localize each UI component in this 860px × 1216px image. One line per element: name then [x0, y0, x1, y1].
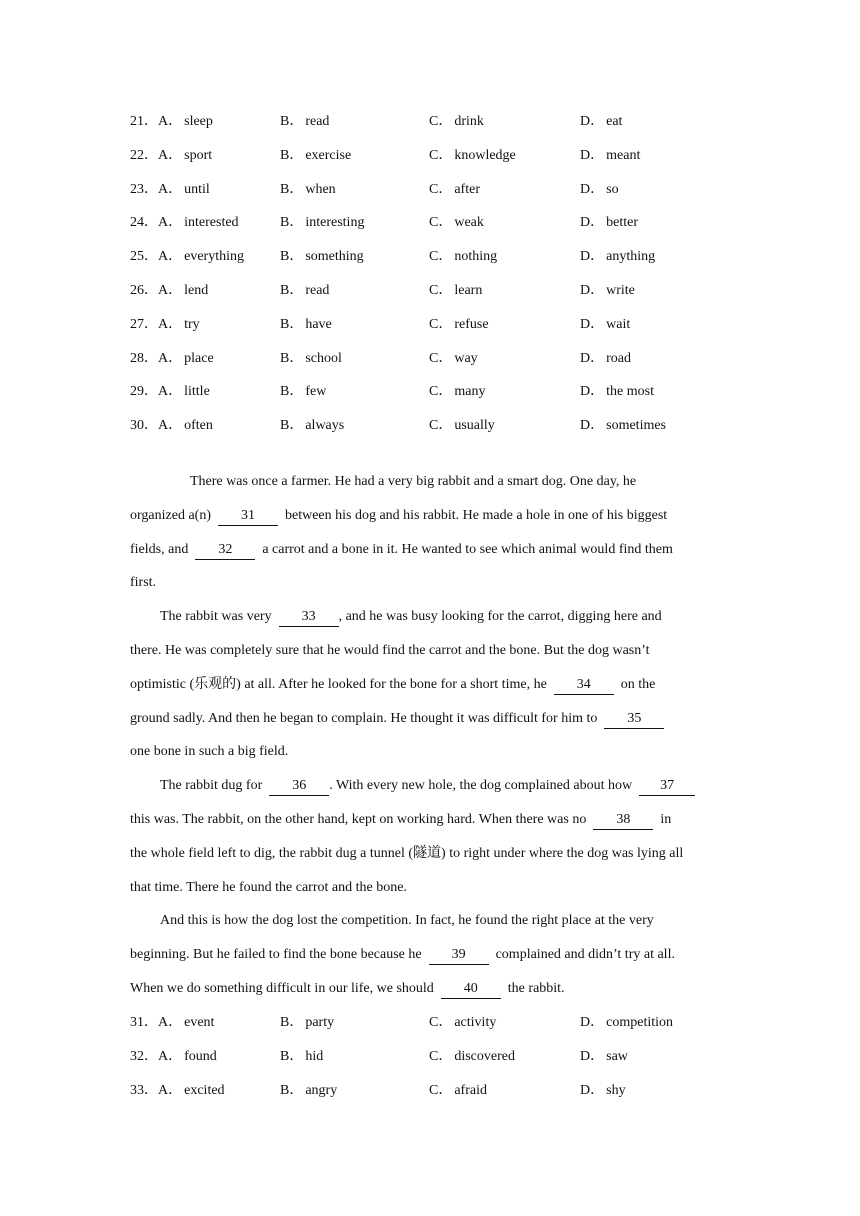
- option-text: usually: [454, 418, 495, 434]
- option-text: the most: [606, 384, 654, 400]
- question-number: 21．: [130, 114, 158, 129]
- option-text: drink: [454, 114, 484, 129]
- passage-line: [130, 844, 683, 864]
- option-text: often: [184, 418, 213, 434]
- option-b: [280, 1013, 334, 1033]
- option-d: [580, 1047, 628, 1067]
- option-letter: A．: [158, 215, 183, 231]
- passage-line: [130, 945, 675, 965]
- option-b: [280, 1047, 323, 1067]
- option-text: many: [454, 384, 486, 400]
- option-c: [429, 281, 482, 301]
- option-text: eat: [606, 114, 623, 129]
- option-text: road: [606, 350, 632, 366]
- option-b: [280, 1081, 337, 1101]
- passage-text: the whole field left to dig, the rabbit dug a tunnel (隧道) to right under where the dog was lying all: [130, 845, 684, 861]
- option-letter: B．: [280, 249, 304, 265]
- option-letter: B．: [280, 215, 304, 231]
- option-b: [280, 180, 336, 200]
- option-letter: D．: [580, 114, 605, 129]
- option-text: event: [184, 1015, 215, 1030]
- passage-text: And this is how the dog lost the competition. In fact, he found the right place at the very: [160, 913, 654, 929]
- option-text: when: [305, 181, 336, 197]
- option-c: [429, 382, 485, 402]
- option-letter: C．: [429, 283, 453, 298]
- question-number: 27．: [130, 316, 158, 332]
- option-text: better: [606, 215, 638, 231]
- option-a: [158, 180, 210, 200]
- option-text: competition: [606, 1015, 674, 1030]
- blank-34: 34: [554, 677, 614, 695]
- option-letter: D．: [580, 215, 605, 231]
- passage-line: [130, 742, 288, 762]
- passage-line: [130, 878, 407, 898]
- passage-text: ground sadly. And then he began to complain. He thought it was difficult for him to: [130, 710, 605, 726]
- option-text: have: [305, 316, 332, 332]
- question-number: 30．: [130, 418, 158, 434]
- option-letter: C．: [429, 114, 453, 129]
- option-letter: A．: [158, 418, 183, 434]
- option-letter: D．: [580, 147, 605, 163]
- question-number: 32．: [130, 1048, 158, 1064]
- option-text: school: [305, 350, 342, 366]
- passage-text: The rabbit was very: [160, 609, 279, 625]
- option-letter: B．: [280, 1048, 304, 1064]
- question-number: 23．: [130, 181, 158, 197]
- option-letter: B．: [280, 147, 304, 163]
- passage-text: first.: [130, 575, 157, 591]
- passage-text: The rabbit dug for: [160, 778, 270, 794]
- option-letter: C．: [429, 1048, 453, 1064]
- option-letter: A．: [158, 181, 183, 197]
- option-letter: B．: [280, 316, 304, 332]
- option-text: nothing: [454, 249, 498, 265]
- option-text: write: [606, 283, 635, 298]
- blank-37: 37: [639, 778, 695, 796]
- option-a: [158, 281, 208, 301]
- option-text: so: [606, 181, 619, 197]
- passage-text: there. He was completely sure that he would find the carrot and the bone. But the dog wasn’t: [130, 643, 650, 658]
- option-text: place: [184, 350, 214, 366]
- option-letter: A．: [158, 316, 183, 332]
- option-text: meant: [606, 147, 641, 163]
- option-d: [580, 146, 640, 166]
- option-letter: C．: [429, 350, 453, 366]
- option-letter: C．: [429, 1015, 453, 1030]
- passage-line: [130, 641, 650, 661]
- option-text: saw: [606, 1048, 628, 1064]
- option-a: [158, 1013, 214, 1033]
- passage-line: [160, 776, 695, 796]
- passage-text: this was. The rabbit, on the other hand, kept on working hard. When there was no: [130, 812, 594, 827]
- passage-text: the rabbit.: [500, 981, 565, 996]
- option-b: [280, 247, 364, 267]
- passage-text: , and he was busy looking for the carrot, digging here and: [338, 609, 662, 625]
- question-number: 22．: [130, 147, 158, 163]
- option-letter: B．: [280, 384, 304, 400]
- option-d: [580, 112, 622, 132]
- passage-text: When we do something difficult in our life, we should: [130, 981, 441, 996]
- option-text: learn: [454, 283, 483, 298]
- question-number: 28．: [130, 350, 158, 366]
- blank-32: 32: [195, 542, 255, 560]
- option-text: hid: [305, 1048, 324, 1064]
- option-text: few: [305, 384, 327, 400]
- question-number: 31．: [130, 1015, 158, 1030]
- question-number: 26．: [130, 283, 158, 298]
- option-letter: A．: [158, 1048, 183, 1064]
- blank-35: 35: [604, 711, 664, 729]
- option-text: afraid: [454, 1082, 487, 1098]
- option-letter: C．: [429, 215, 453, 231]
- option-letter: A．: [158, 249, 183, 265]
- option-text: after: [454, 181, 480, 197]
- option-text: little: [184, 384, 210, 400]
- passage-line: [130, 810, 671, 830]
- passage-text: a carrot and a bone in it. He wanted to see which animal would find them: [255, 541, 673, 557]
- option-text: sometimes: [606, 418, 667, 434]
- blank-40: 40: [441, 981, 501, 999]
- option-c: [429, 180, 480, 200]
- option-a: [158, 247, 244, 267]
- option-letter: D．: [580, 249, 605, 265]
- option-letter: C．: [429, 249, 453, 265]
- passage-line: [130, 675, 655, 695]
- option-letter: A．: [158, 350, 183, 366]
- passage-line: [160, 607, 662, 627]
- option-letter: A．: [158, 147, 183, 163]
- option-c: [429, 416, 495, 436]
- option-c: [429, 247, 497, 267]
- option-letter: A．: [158, 283, 183, 298]
- option-letter: B．: [280, 1082, 304, 1098]
- option-a: [158, 1081, 225, 1101]
- option-letter: A．: [158, 384, 183, 400]
- passage-text: that time. There he found the carrot and the bone.: [130, 879, 407, 895]
- option-b: [280, 112, 329, 132]
- option-letter: B．: [280, 350, 304, 366]
- option-letter: C．: [429, 181, 453, 197]
- option-c: [429, 1081, 487, 1101]
- option-b: [280, 416, 344, 436]
- option-letter: A．: [158, 114, 183, 129]
- option-d: [580, 180, 619, 200]
- option-text: discovered: [454, 1048, 515, 1064]
- option-letter: C．: [429, 384, 453, 400]
- question-number: 25．: [130, 249, 158, 265]
- option-b: [280, 213, 364, 233]
- option-text: activity: [454, 1015, 497, 1030]
- option-text: something: [305, 249, 364, 265]
- option-a: [158, 315, 200, 335]
- option-text: sleep: [184, 114, 213, 129]
- passage-line: [130, 540, 673, 560]
- passage-line: [130, 573, 156, 593]
- option-c: [429, 349, 478, 369]
- passage-text: on the: [613, 676, 656, 692]
- passage-text: There was once a farmer. He had a very big rabbit and a smart dog. One day, he: [190, 474, 637, 489]
- passage-text: between his dog and his rabbit. He made a hole in one of his biggest: [277, 507, 668, 523]
- option-letter: C．: [429, 316, 453, 332]
- passage-line: [130, 506, 667, 526]
- option-text: anything: [606, 249, 656, 265]
- blank-33: 33: [279, 609, 339, 627]
- option-text: sport: [184, 147, 213, 163]
- option-text: knowledge: [454, 147, 516, 163]
- blank-38: 38: [593, 812, 653, 830]
- passage-text: complained and didn’t try at all.: [488, 947, 675, 963]
- option-text: read: [305, 283, 330, 298]
- option-letter: B．: [280, 114, 304, 129]
- option-a: [158, 112, 213, 132]
- option-letter: B．: [280, 418, 304, 434]
- option-d: [580, 382, 654, 402]
- passage-text: beginning. But he failed to find the bone because he: [130, 947, 429, 963]
- option-b: [280, 382, 326, 402]
- option-letter: C．: [429, 418, 453, 434]
- passage-text: organized a(n): [130, 507, 218, 523]
- option-a: [158, 349, 214, 369]
- option-text: lend: [184, 283, 209, 298]
- option-a: [158, 146, 212, 166]
- option-letter: B．: [280, 181, 304, 197]
- option-letter: D．: [580, 1082, 605, 1098]
- option-letter: A．: [158, 1015, 183, 1030]
- passage-text: in: [653, 812, 672, 827]
- option-d: [580, 213, 638, 233]
- option-b: [280, 315, 332, 335]
- option-d: [580, 1013, 673, 1033]
- option-b: [280, 281, 329, 301]
- option-text: everything: [184, 249, 244, 265]
- option-d: [580, 416, 666, 436]
- passage-line: [130, 709, 664, 729]
- option-text: excited: [184, 1082, 225, 1098]
- option-letter: D．: [580, 316, 605, 332]
- blank-39: 39: [429, 947, 489, 965]
- passage-text: . With every new hole, the dog complained about how: [329, 778, 640, 794]
- option-b: [280, 349, 342, 369]
- passage-line: [190, 472, 636, 492]
- option-letter: B．: [280, 283, 304, 298]
- option-text: interesting: [305, 215, 365, 231]
- option-c: [429, 315, 489, 335]
- question-number: 33．: [130, 1082, 158, 1098]
- option-letter: B．: [280, 1015, 304, 1030]
- option-text: read: [305, 114, 330, 129]
- option-b: [280, 146, 351, 166]
- option-c: [429, 1047, 515, 1067]
- blank-31: 31: [218, 508, 278, 526]
- question-number: 24．: [130, 215, 158, 231]
- option-letter: D．: [580, 418, 605, 434]
- option-letter: D．: [580, 384, 605, 400]
- option-c: [429, 146, 516, 166]
- option-text: always: [305, 418, 345, 434]
- option-text: way: [454, 350, 478, 366]
- option-c: [429, 1013, 496, 1033]
- option-d: [580, 349, 631, 369]
- option-text: shy: [606, 1082, 626, 1098]
- option-letter: C．: [429, 147, 453, 163]
- option-d: [580, 247, 655, 267]
- option-text: interested: [184, 215, 239, 231]
- option-text: weak: [454, 215, 484, 231]
- option-letter: D．: [580, 283, 605, 298]
- option-letter: D．: [580, 1048, 605, 1064]
- option-text: party: [305, 1015, 335, 1030]
- option-d: [580, 281, 635, 301]
- passage-text: fields, and: [130, 541, 196, 557]
- option-text: found: [184, 1048, 217, 1064]
- question-number: 29．: [130, 384, 158, 400]
- passage-text: optimistic (乐观的) at all. After he looked for the bone for a short time, he: [130, 676, 554, 692]
- option-a: [158, 382, 210, 402]
- option-letter: C．: [429, 1082, 453, 1098]
- option-letter: A．: [158, 1082, 183, 1098]
- option-letter: D．: [580, 350, 605, 366]
- option-text: wait: [606, 316, 631, 332]
- option-letter: D．: [580, 181, 605, 197]
- option-letter: D．: [580, 1015, 605, 1030]
- option-a: [158, 213, 239, 233]
- option-c: [429, 112, 484, 132]
- passage-line: [130, 979, 565, 999]
- option-c: [429, 213, 484, 233]
- option-d: [580, 1081, 626, 1101]
- option-text: angry: [305, 1082, 338, 1098]
- passage-line: [160, 911, 654, 931]
- option-text: until: [184, 181, 210, 197]
- option-text: try: [184, 316, 200, 332]
- option-text: refuse: [454, 316, 489, 332]
- option-a: [158, 416, 213, 436]
- blank-36: 36: [269, 778, 329, 796]
- option-text: exercise: [305, 147, 352, 163]
- option-a: [158, 1047, 217, 1067]
- passage-text: one bone in such a big field.: [130, 744, 289, 760]
- option-d: [580, 315, 630, 335]
